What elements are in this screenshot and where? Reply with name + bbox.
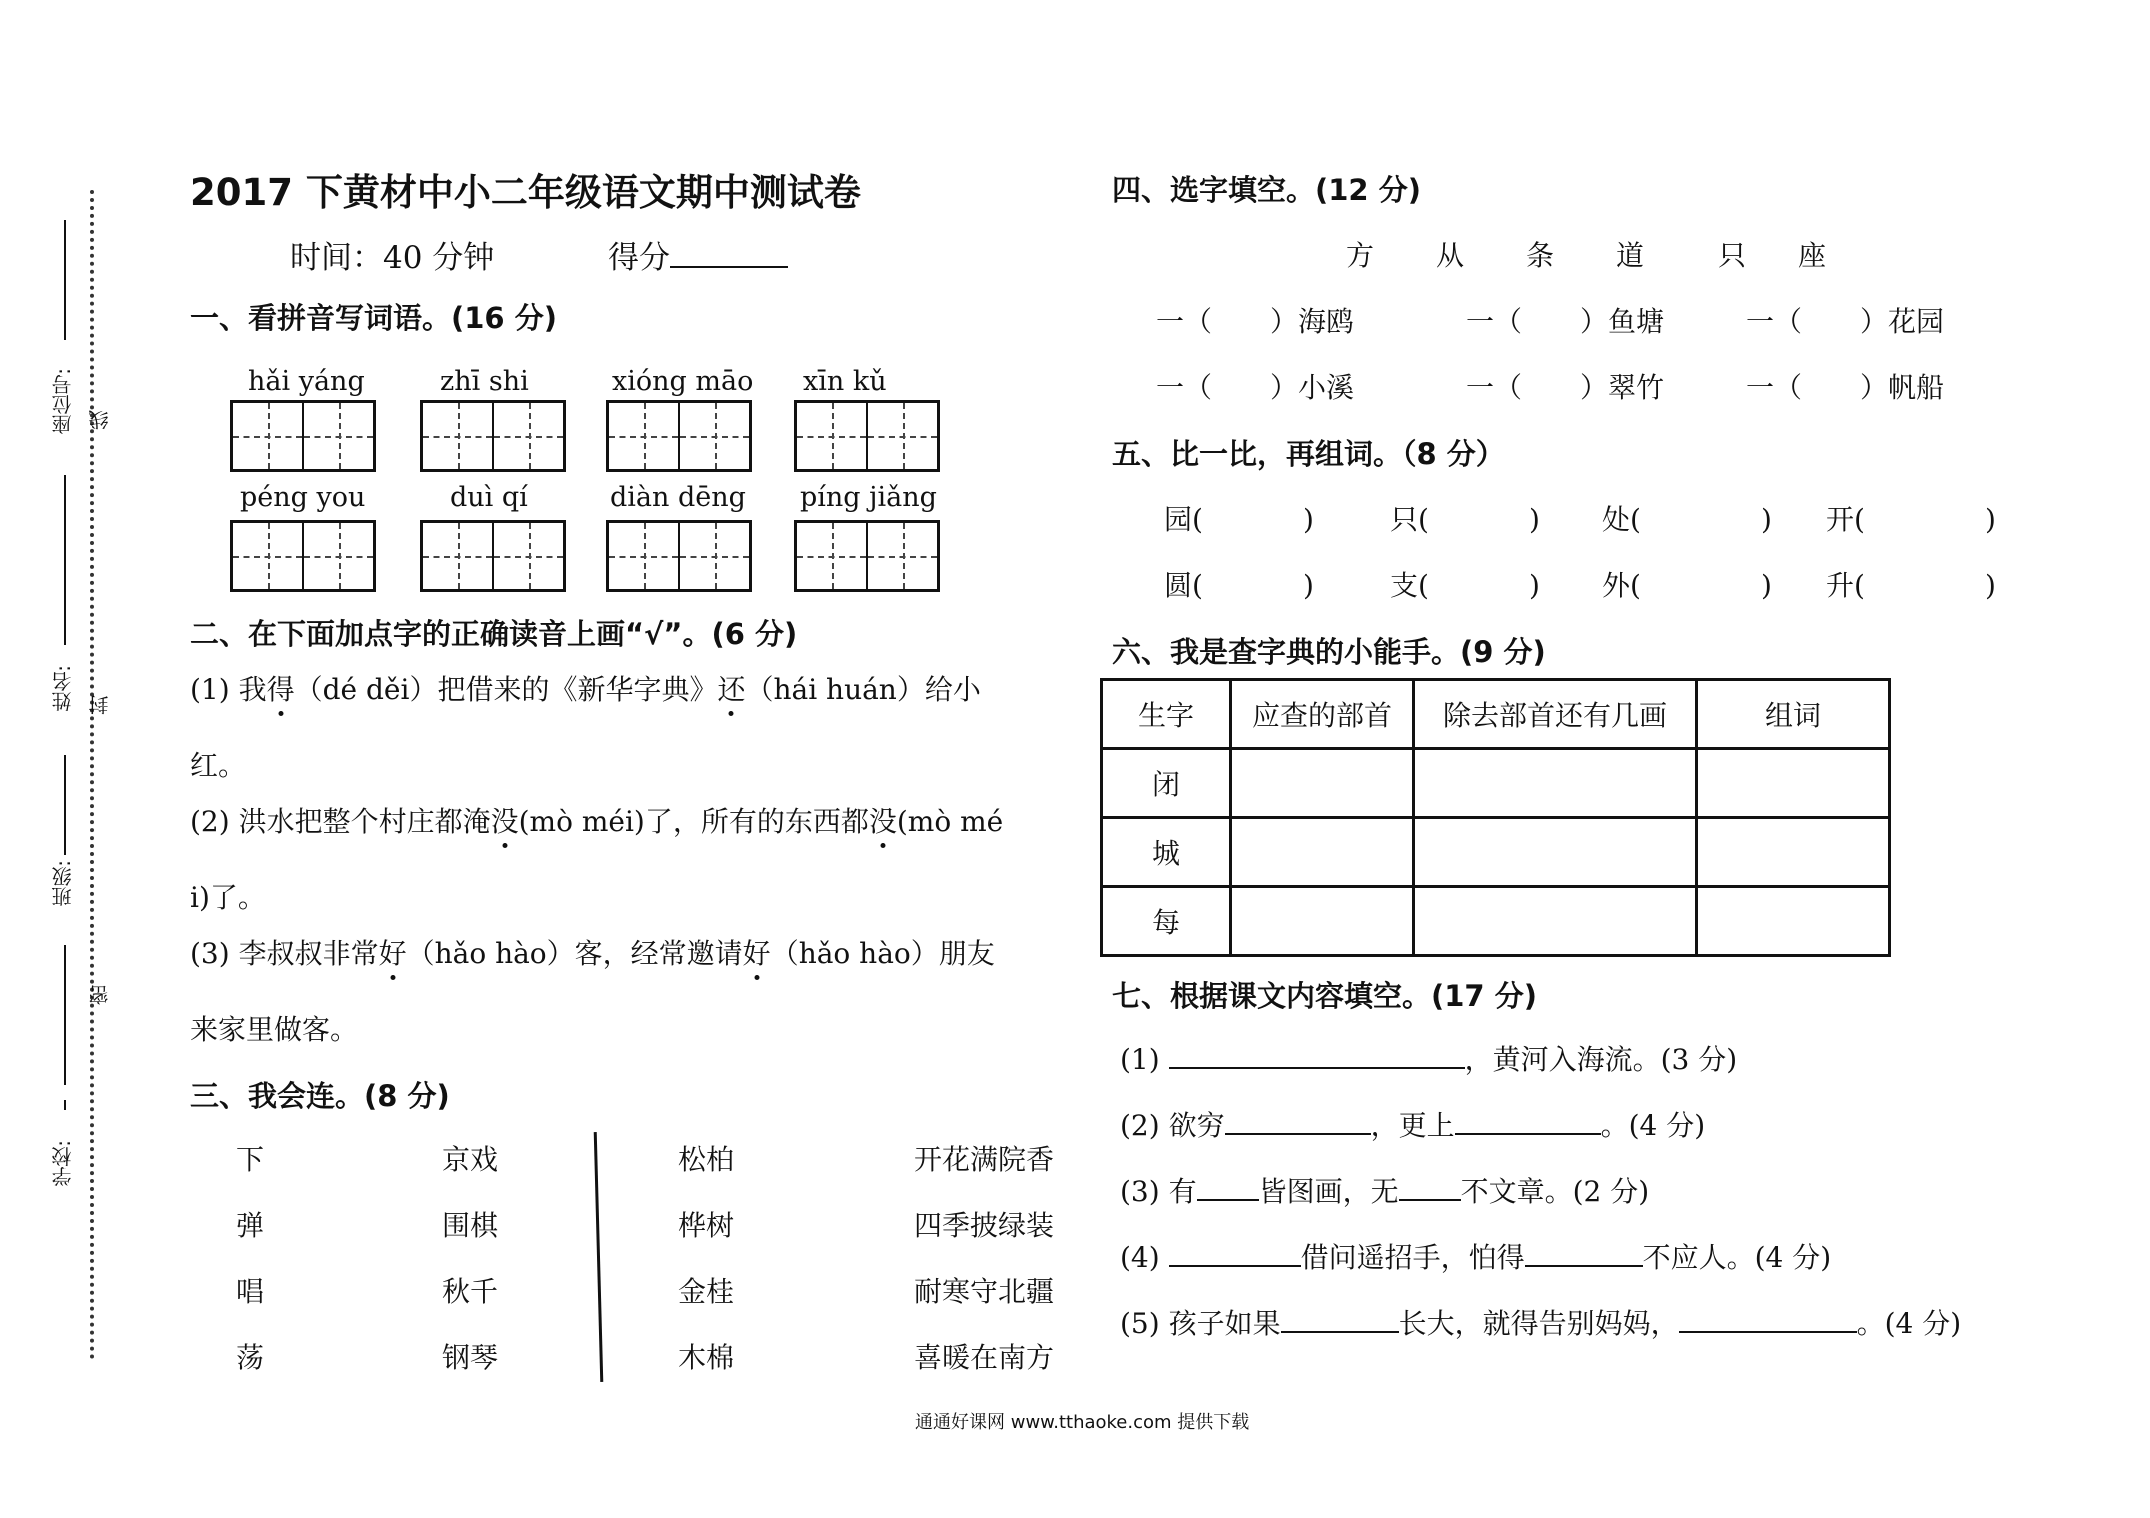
match-item[interactable]: 京戏 <box>442 1143 499 1176</box>
section-7-heading: 七、根据课文内容填空。(17 分) <box>1112 979 1537 1013</box>
section-6-heading: 六、我是查字典的小能手。(9 分) <box>1112 635 1546 669</box>
footer-credit: 通通好课网 www.tthaoke.com 提供下载 <box>915 1412 1250 1433</box>
choice-char: 座 <box>1798 239 1827 272</box>
school-label: 学校: <box>51 1140 75 1187</box>
score-text: 得分 <box>608 240 670 276</box>
compare-item: 外( ) <box>1602 569 1772 602</box>
table-answer-cell[interactable] <box>1697 887 1890 956</box>
answer-blank[interactable] <box>1197 1199 1259 1201</box>
match-item[interactable]: 唱 <box>236 1275 265 1308</box>
table-header-row <box>1102 680 1890 749</box>
table-answer-cell[interactable] <box>1414 749 1697 818</box>
question-7-3: (3) 有 皆图画，无 不文章。(2 分) <box>1120 1175 1650 1208</box>
table-row <box>1102 887 1890 956</box>
writing-grid[interactable] <box>420 400 566 472</box>
dotted-char: 还 <box>717 668 745 708</box>
pinyin-label: duì qí <box>450 482 528 513</box>
writing-grid[interactable] <box>230 520 376 592</box>
class-label: 班级: <box>51 860 75 907</box>
section-4-heading: 四、选字填空。(12 分) <box>1112 173 1421 207</box>
binding-mark-secret: 密 <box>88 985 112 1005</box>
table-char-cell: 闭 <box>1102 749 1231 818</box>
table-header-cell: 组词 <box>1697 680 1890 749</box>
pinyin-label: hǎi yáng <box>248 366 365 397</box>
question-2-2: (2) 洪水把整个村庄都淹没(mò méi)了，所有的东西都没(mò mé <box>190 800 1003 840</box>
table-answer-cell[interactable] <box>1414 887 1697 956</box>
table-header-cell: 生字 <box>1102 680 1231 749</box>
pinyin-label: píng jiǎng <box>800 482 937 513</box>
binding-dotted-line <box>90 190 94 1360</box>
match-item[interactable]: 桦树 <box>678 1209 735 1242</box>
fill-item: 一（ ）小溪 <box>1156 371 1355 404</box>
writing-grid[interactable] <box>794 520 940 592</box>
table-answer-cell[interactable] <box>1414 818 1697 887</box>
table-answer-cell[interactable] <box>1697 818 1890 887</box>
answer-blank[interactable] <box>1169 1067 1465 1069</box>
dotted-char: 没 <box>491 800 519 840</box>
fill-item: 一（ ）海鸥 <box>1156 305 1355 338</box>
page-title: 2017 下黄材中小二年级语文期中测试卷 <box>190 171 861 214</box>
binding-mark-line: 线 <box>88 410 112 430</box>
compare-item: 只( ) <box>1390 503 1540 536</box>
table-header-cell: 应查的部首 <box>1231 680 1414 749</box>
answer-blank[interactable] <box>1679 1331 1857 1333</box>
dotted-char: 得 <box>267 668 295 708</box>
answer-blank[interactable] <box>1169 1265 1301 1267</box>
match-item[interactable]: 下 <box>236 1143 265 1176</box>
section-1-heading: 一、看拼音写词语。(16 分) <box>190 301 557 335</box>
question-2-1: (1) 我得（dé děi）把借来的《新华字典》还（hái huán）给小 <box>190 668 981 708</box>
section-2-heading: 二、在下面加点字的正确读音上画“√”。(6 分) <box>190 617 798 651</box>
name-label: 姓名: <box>51 665 75 712</box>
match-item[interactable]: 金桂 <box>678 1275 735 1308</box>
binding-mark-seal: 封 <box>88 695 112 715</box>
answer-blank[interactable] <box>1455 1133 1601 1135</box>
dotted-char: 没 <box>869 800 897 840</box>
choice-char: 只 <box>1718 239 1747 272</box>
compare-item: 升( ) <box>1826 569 1996 602</box>
match-item[interactable]: 四季披绿装 <box>914 1209 1055 1242</box>
school-blank-line <box>64 945 66 1085</box>
dotted-char: 好 <box>379 932 407 972</box>
pinyin-label: zhī shi <box>440 366 529 397</box>
answer-blank[interactable] <box>1225 1133 1371 1135</box>
section-3-heading: 三、我会连。(8 分) <box>190 1079 450 1113</box>
compare-item: 开( ) <box>1826 503 1996 536</box>
table-row <box>1102 749 1890 818</box>
class-blank-line <box>64 755 66 855</box>
answer-blank[interactable] <box>1281 1331 1399 1333</box>
table-header-cell: 除去部首还有几画 <box>1414 680 1697 749</box>
writing-grid[interactable] <box>794 400 940 472</box>
choice-char: 方 <box>1346 239 1375 272</box>
writing-grid[interactable] <box>420 520 566 592</box>
choice-char: 条 <box>1526 239 1555 272</box>
match-item[interactable]: 耐寒守北疆 <box>914 1275 1055 1308</box>
score-blank <box>670 266 788 268</box>
pinyin-label: diàn dēng <box>610 482 746 513</box>
section-5-heading: 五、比一比，再组词。（8 分） <box>1112 437 1505 471</box>
table-answer-cell[interactable] <box>1231 887 1414 956</box>
school-blank-tail <box>64 1100 66 1110</box>
table-char-cell: 每 <box>1102 887 1231 956</box>
choice-char: 道 <box>1616 239 1645 272</box>
match-divider <box>594 1132 604 1382</box>
table-answer-cell[interactable] <box>1231 749 1414 818</box>
fill-item: 一（ ）翠竹 <box>1466 371 1665 404</box>
fill-item: 一（ ）鱼塘 <box>1466 305 1665 338</box>
question-7-4: (4) 借问遥招手，怕得 不应人。(4 分) <box>1120 1241 1832 1274</box>
question-2-3-cont: 来家里做客。 <box>190 1013 359 1046</box>
name-blank-line <box>64 475 66 645</box>
question-2-3: (3) 李叔叔非常好（hǎo hào）客，经常邀请好（hǎo hào）朋友 <box>190 932 995 972</box>
compare-item: 支( ) <box>1390 569 1540 602</box>
answer-blank[interactable] <box>1525 1265 1643 1267</box>
pinyin-label: xīn kǔ <box>803 366 887 397</box>
compare-item: 处( ) <box>1602 503 1772 536</box>
match-item[interactable]: 木棉 <box>678 1341 735 1374</box>
dictionary-table <box>1100 678 1891 957</box>
writing-grid[interactable] <box>606 520 752 592</box>
match-item[interactable]: 秋千 <box>442 1275 499 1308</box>
table-row <box>1102 818 1890 887</box>
question-7-2: (2) 欲穷 ，更上 。(4 分) <box>1120 1109 1706 1142</box>
question-2-1-cont: 红。 <box>190 749 247 782</box>
question-7-1: (1) ，黄河入海流。(3 分) <box>1120 1043 1738 1076</box>
match-item[interactable]: 钢琴 <box>442 1341 499 1374</box>
time-label: 时间：40 分钟 <box>290 240 495 276</box>
choice-char: 从 <box>1436 239 1465 272</box>
table-answer-cell[interactable] <box>1231 818 1414 887</box>
match-item[interactable]: 松柏 <box>678 1143 735 1176</box>
dotted-char: 好 <box>743 932 771 972</box>
table-char-cell: 城 <box>1102 818 1231 887</box>
question-7-5: (5) 孩子如果 长大，就得告别妈妈， 。(4 分) <box>1120 1307 1962 1340</box>
writing-grid[interactable] <box>606 400 752 472</box>
compare-item: 圆( ) <box>1164 569 1314 602</box>
question-2-2-cont: i)了。 <box>190 881 266 914</box>
writing-grid[interactable] <box>230 400 376 472</box>
match-item[interactable]: 弹 <box>236 1209 265 1242</box>
compare-item: 园( ) <box>1164 503 1314 536</box>
match-item[interactable]: 围棋 <box>442 1209 499 1242</box>
answer-blank[interactable] <box>1399 1199 1461 1201</box>
fill-item: 一（ ）帆船 <box>1746 371 1945 404</box>
pinyin-label: xióng māo <box>612 366 754 397</box>
match-item[interactable]: 荡 <box>236 1341 265 1374</box>
score-label <box>608 232 788 277</box>
match-item[interactable]: 喜暖在南方 <box>914 1341 1055 1374</box>
table-answer-cell[interactable] <box>1697 749 1890 818</box>
seat-label: 座位号: <box>51 368 75 435</box>
seat-blank-line <box>64 220 66 340</box>
match-item[interactable]: 开花满院香 <box>914 1143 1055 1176</box>
pinyin-label: péng you <box>240 482 366 513</box>
fill-item: 一（ ）花园 <box>1746 305 1945 338</box>
